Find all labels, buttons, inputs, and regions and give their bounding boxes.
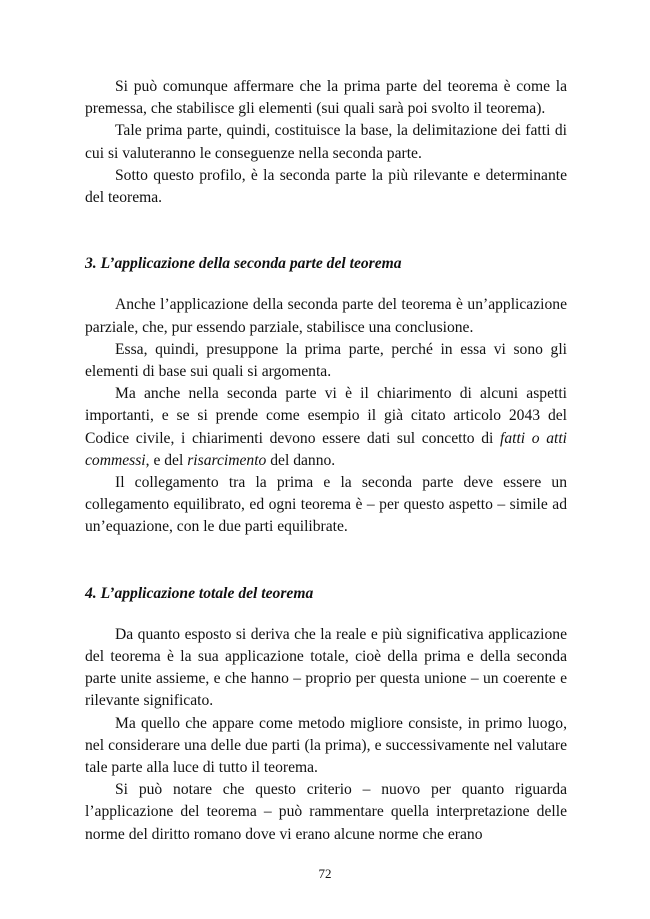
section-4-paragraph-2: Ma quello che appare come metodo migliore consiste, in primo luogo, nel considerare una delle due parti (la prima), e successivamente nel valutare tale parte alla luce di tutto il teorema. <box>85 714 567 777</box>
intro-paragraph-3: Sotto questo profilo, è la seconda parte la più rilevante e determinante del teorema. <box>85 166 567 207</box>
section-4-paragraph-3: Si può notare che questo criterio – nuovo per quanto riguarda l’applicazione del teorema – può rammentare quella interpretazione delle norme del diritto romano dove vi erano alcune norme che erano <box>85 781 567 843</box>
text-run: , e del <box>145 451 188 469</box>
spacer <box>85 209 567 253</box>
intro-paragraph-2: Tale prima parte, quindi, costituisce la base, la delimitazione dei fatti di cui si valuteranno le conseguenze nella seconda parte. <box>85 122 567 162</box>
intro-paragraph-1: Si può comunque affermare che la prima parte del teorema è come la premessa, che stabilisce gli elementi (sui quali sarà poi svolto il teorema). <box>85 78 567 118</box>
section-3-heading: 3. L’applicazione della seconda parte del teorema <box>85 255 402 273</box>
text-run: del danno. <box>266 451 336 469</box>
page-number: 72 <box>318 866 332 881</box>
section-4-heading: 4. L’applicazione totale del teorema <box>85 584 314 602</box>
section-4-paragraph-1: Da quanto esposto si deriva che la reale e più significativa applicazione del teorema è la sua applicazione totale, cioè della prima e della seconda parte unite assieme, e che hanno – proprio per questa unione – un coerente e rilevante significato. <box>85 625 567 710</box>
section-3-paragraph-3 <box>85 383 567 472</box>
page-body <box>85 76 567 846</box>
italic-term-fatti-o-atti-commessi: fatti o atti commessi <box>85 429 568 469</box>
section-3-paragraph-1: Anche l’applicazione della seconda parte del teorema è un’applicazione parziale, che, pur essendo parziale, stabilisce una conclusione. <box>85 296 567 336</box>
spacer <box>85 275 567 294</box>
section-3-paragraph-4: Il collegamento tra la prima e la seconda parte deve essere un collegamento equilibrato, ed ogni teorema è – per questo aspetto – simile ad un’equazione, con le due parti equilibrate. <box>85 474 567 536</box>
italic-term-risarcimento: risarcimento <box>187 451 267 469</box>
section-3-paragraph-2: Essa, quindi, presuppone la prima parte, perché in essa vi sono gli elementi di base sui quali si argomenta. <box>85 340 567 381</box>
spacer <box>85 605 567 624</box>
text-run: Ma anche nella seconda parte vi è il chiarimento di alcuni aspetti importanti, e se si prende come esempio il già citato articolo 2043 del Codice civile, i chiarimenti devono essere dati sul concetto di <box>85 385 567 447</box>
spacer <box>85 539 567 583</box>
